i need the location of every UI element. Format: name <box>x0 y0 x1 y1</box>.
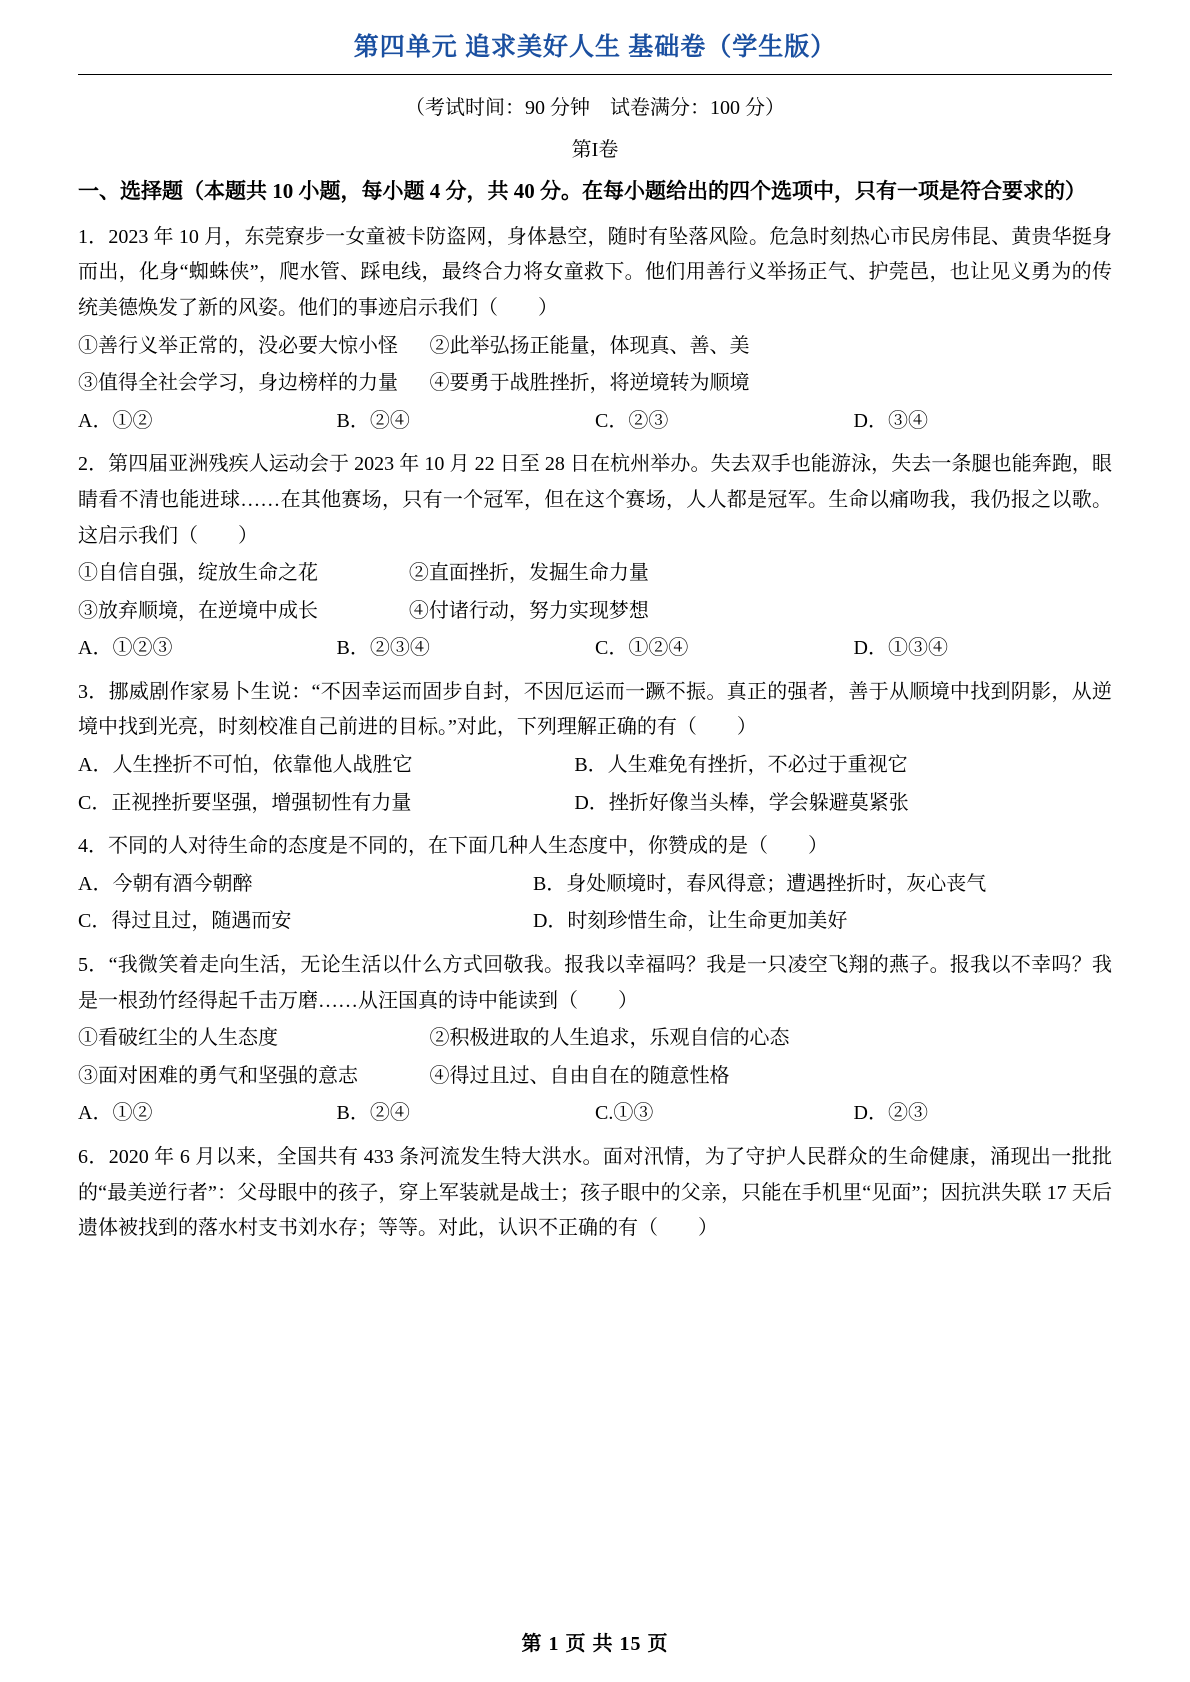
question-stem: 1．2023 年 10 月，东莞寮步一女童被卡防盗网，身体悬空，随时有坠落风险。危急时刻热心市民房伟昆、黄贵华挺身而出，化身“蜘蛛侠”，爬水管、踩电线，最终合力将女童救下。他们用善行义举扬正气、护莞邑，也让见义勇为的传统美德焕发了新的风姿。他们的事迹启示我们（ ） <box>78 225 1112 319</box>
sub-option: ④付诸行动，努力实现梦想 <box>408 599 649 622</box>
question-sub-row <box>78 329 1112 365</box>
exam-info: （考试时间：90 分钟 试卷满分：100 分） <box>405 97 785 119</box>
option-c[interactable]: C．①②④ <box>595 637 689 660</box>
question-options <box>78 404 1112 440</box>
question-stem: 6．2020 年 6 月以来，全国共有 433 条河流发生特大洪水。面对汛情，为了守护人民群众的生命健康，涌现出一批批的“最美逆行者”：父母眼中的孩子，穿上军装就是战士；孩子眼中的父亲，只能在手机里“见面”；因抗洪失联 17 天后遗体被找到的落水村支书刘水存；等等。对此，认识不正确的有（ ） <box>78 1146 1112 1240</box>
option-b[interactable]: B．②③④ <box>336 637 430 660</box>
option-a[interactable]: A．①② <box>78 409 153 432</box>
option-b[interactable]: B．②④ <box>336 409 410 432</box>
question-sub-row <box>78 366 1112 402</box>
question-options <box>78 867 1112 903</box>
sub-option: ②直面挫折，发掘生命力量 <box>408 562 649 585</box>
page-title: 第四单元 追求美好人生 基础卷（学生版） <box>353 34 837 61</box>
part-one-heading: 一、选择题（本题共 10 小题，每小题 4 分，共 40 分。在每小题给出的四个选项中，只有一项是符合要求的） <box>78 179 1086 203</box>
sub-option: ①看破红尘的人生态度 <box>78 1027 278 1050</box>
sub-option: ①自信自强，绽放生命之花 <box>78 562 318 585</box>
question-2 <box>78 447 1112 667</box>
question-options <box>78 1096 1112 1132</box>
option-d[interactable]: D．挫折好像当头棒，学会躲避莫紧张 <box>574 791 909 814</box>
question-5 <box>78 948 1112 1132</box>
option-b[interactable]: B．身处顺境时，春风得意；遭遇挫折时，灰心丧气 <box>532 872 987 895</box>
question-3 <box>78 675 1112 821</box>
sub-option: ④得过且过、自由自在的随意性格 <box>429 1064 730 1087</box>
option-d[interactable]: D．③④ <box>853 409 928 432</box>
question-1 <box>78 220 1112 440</box>
option-c[interactable]: C.①③ <box>595 1102 654 1125</box>
section-label: 第I卷 <box>571 139 619 161</box>
option-b[interactable]: B．②④ <box>336 1102 410 1125</box>
question-sub-row <box>78 1059 1112 1095</box>
sub-option: ③值得全社会学习，身边榜样的力量 <box>78 372 398 395</box>
option-a[interactable]: A．今朝有酒今朝醉 <box>78 872 253 895</box>
option-d[interactable]: D．时刻珍惜生命，让生命更加美好 <box>532 910 848 933</box>
sub-option: ③面对困难的勇气和坚强的意志 <box>78 1064 358 1087</box>
option-a[interactable]: A．人生挫折不可怕，依靠他人战胜它 <box>78 754 413 777</box>
question-sub-row <box>78 1021 1112 1057</box>
question-options <box>78 904 1112 940</box>
question-stem: 5．“我微笑着走向生活，无论生活以什么方式回敬我。报我以幸福吗？我是一只凌空飞翔的燕子。报我以不幸吗？我是一根劲竹经得起千击万磨……从汪国真的诗中能读到（ ） <box>78 954 1112 1012</box>
question-stem: 4．不同的人对待生命的态度是不同的，在下面几种人生态度中，你赞成的是（ ） <box>78 835 828 858</box>
question-4 <box>78 829 1112 940</box>
question-sub-row <box>78 556 1112 592</box>
question-options <box>78 786 1112 822</box>
question-6 <box>78 1140 1112 1247</box>
question-stem: 2．第四届亚洲残疾人运动会于 2023 年 10 月 22 日至 28 日在杭州举办。失去双手也能游泳，失去一条腿也能奔跑，眼睛看不清也能进球……在其他赛场，只有一个冠军，但在这个赛场，人人都是冠军。生命以痛吻我，我仍报之以歌。这启示我们（ ） <box>78 453 1112 547</box>
option-d[interactable]: D．①③④ <box>853 637 948 660</box>
option-c[interactable]: C．得过且过，随遇而安 <box>78 910 292 933</box>
question-sub-row <box>78 594 1112 630</box>
question-options <box>78 631 1112 667</box>
option-a[interactable]: A．①②③ <box>78 637 173 660</box>
sub-option: ①善行义举正常的，没必要大惊小怪 <box>78 334 398 357</box>
sub-option: ④要勇于战胜挫折，将逆境转为顺境 <box>429 372 750 395</box>
option-a[interactable]: A．①② <box>78 1102 153 1125</box>
sub-option: ②此举弘扬正能量，体现真、善、美 <box>429 334 750 357</box>
page-footer: 第 1 页 共 15 页 <box>521 1633 669 1655</box>
option-c[interactable]: C．正视挫折要坚强，增强韧性有力量 <box>78 791 412 814</box>
question-options <box>78 748 1112 784</box>
question-stem: 3．挪威剧作家易卜生说：“不因幸运而固步自封，不因厄运而一蹶不振。真正的强者，善于从顺境中找到阴影，从逆境中找到光亮，时刻校准自己前进的目标。”对此，下列理解正确的有（ ） <box>78 680 1112 739</box>
option-c[interactable]: C．②③ <box>595 409 669 432</box>
option-d[interactable]: D．②③ <box>853 1102 928 1125</box>
sub-option: ②积极进取的人生追求，乐观自信的心态 <box>429 1027 790 1050</box>
sub-option: ③放弃顺境，在逆境中成长 <box>78 599 318 622</box>
option-b[interactable]: B．人生难免有挫折，不必过于重视它 <box>574 754 908 777</box>
title-divider <box>78 74 1112 75</box>
